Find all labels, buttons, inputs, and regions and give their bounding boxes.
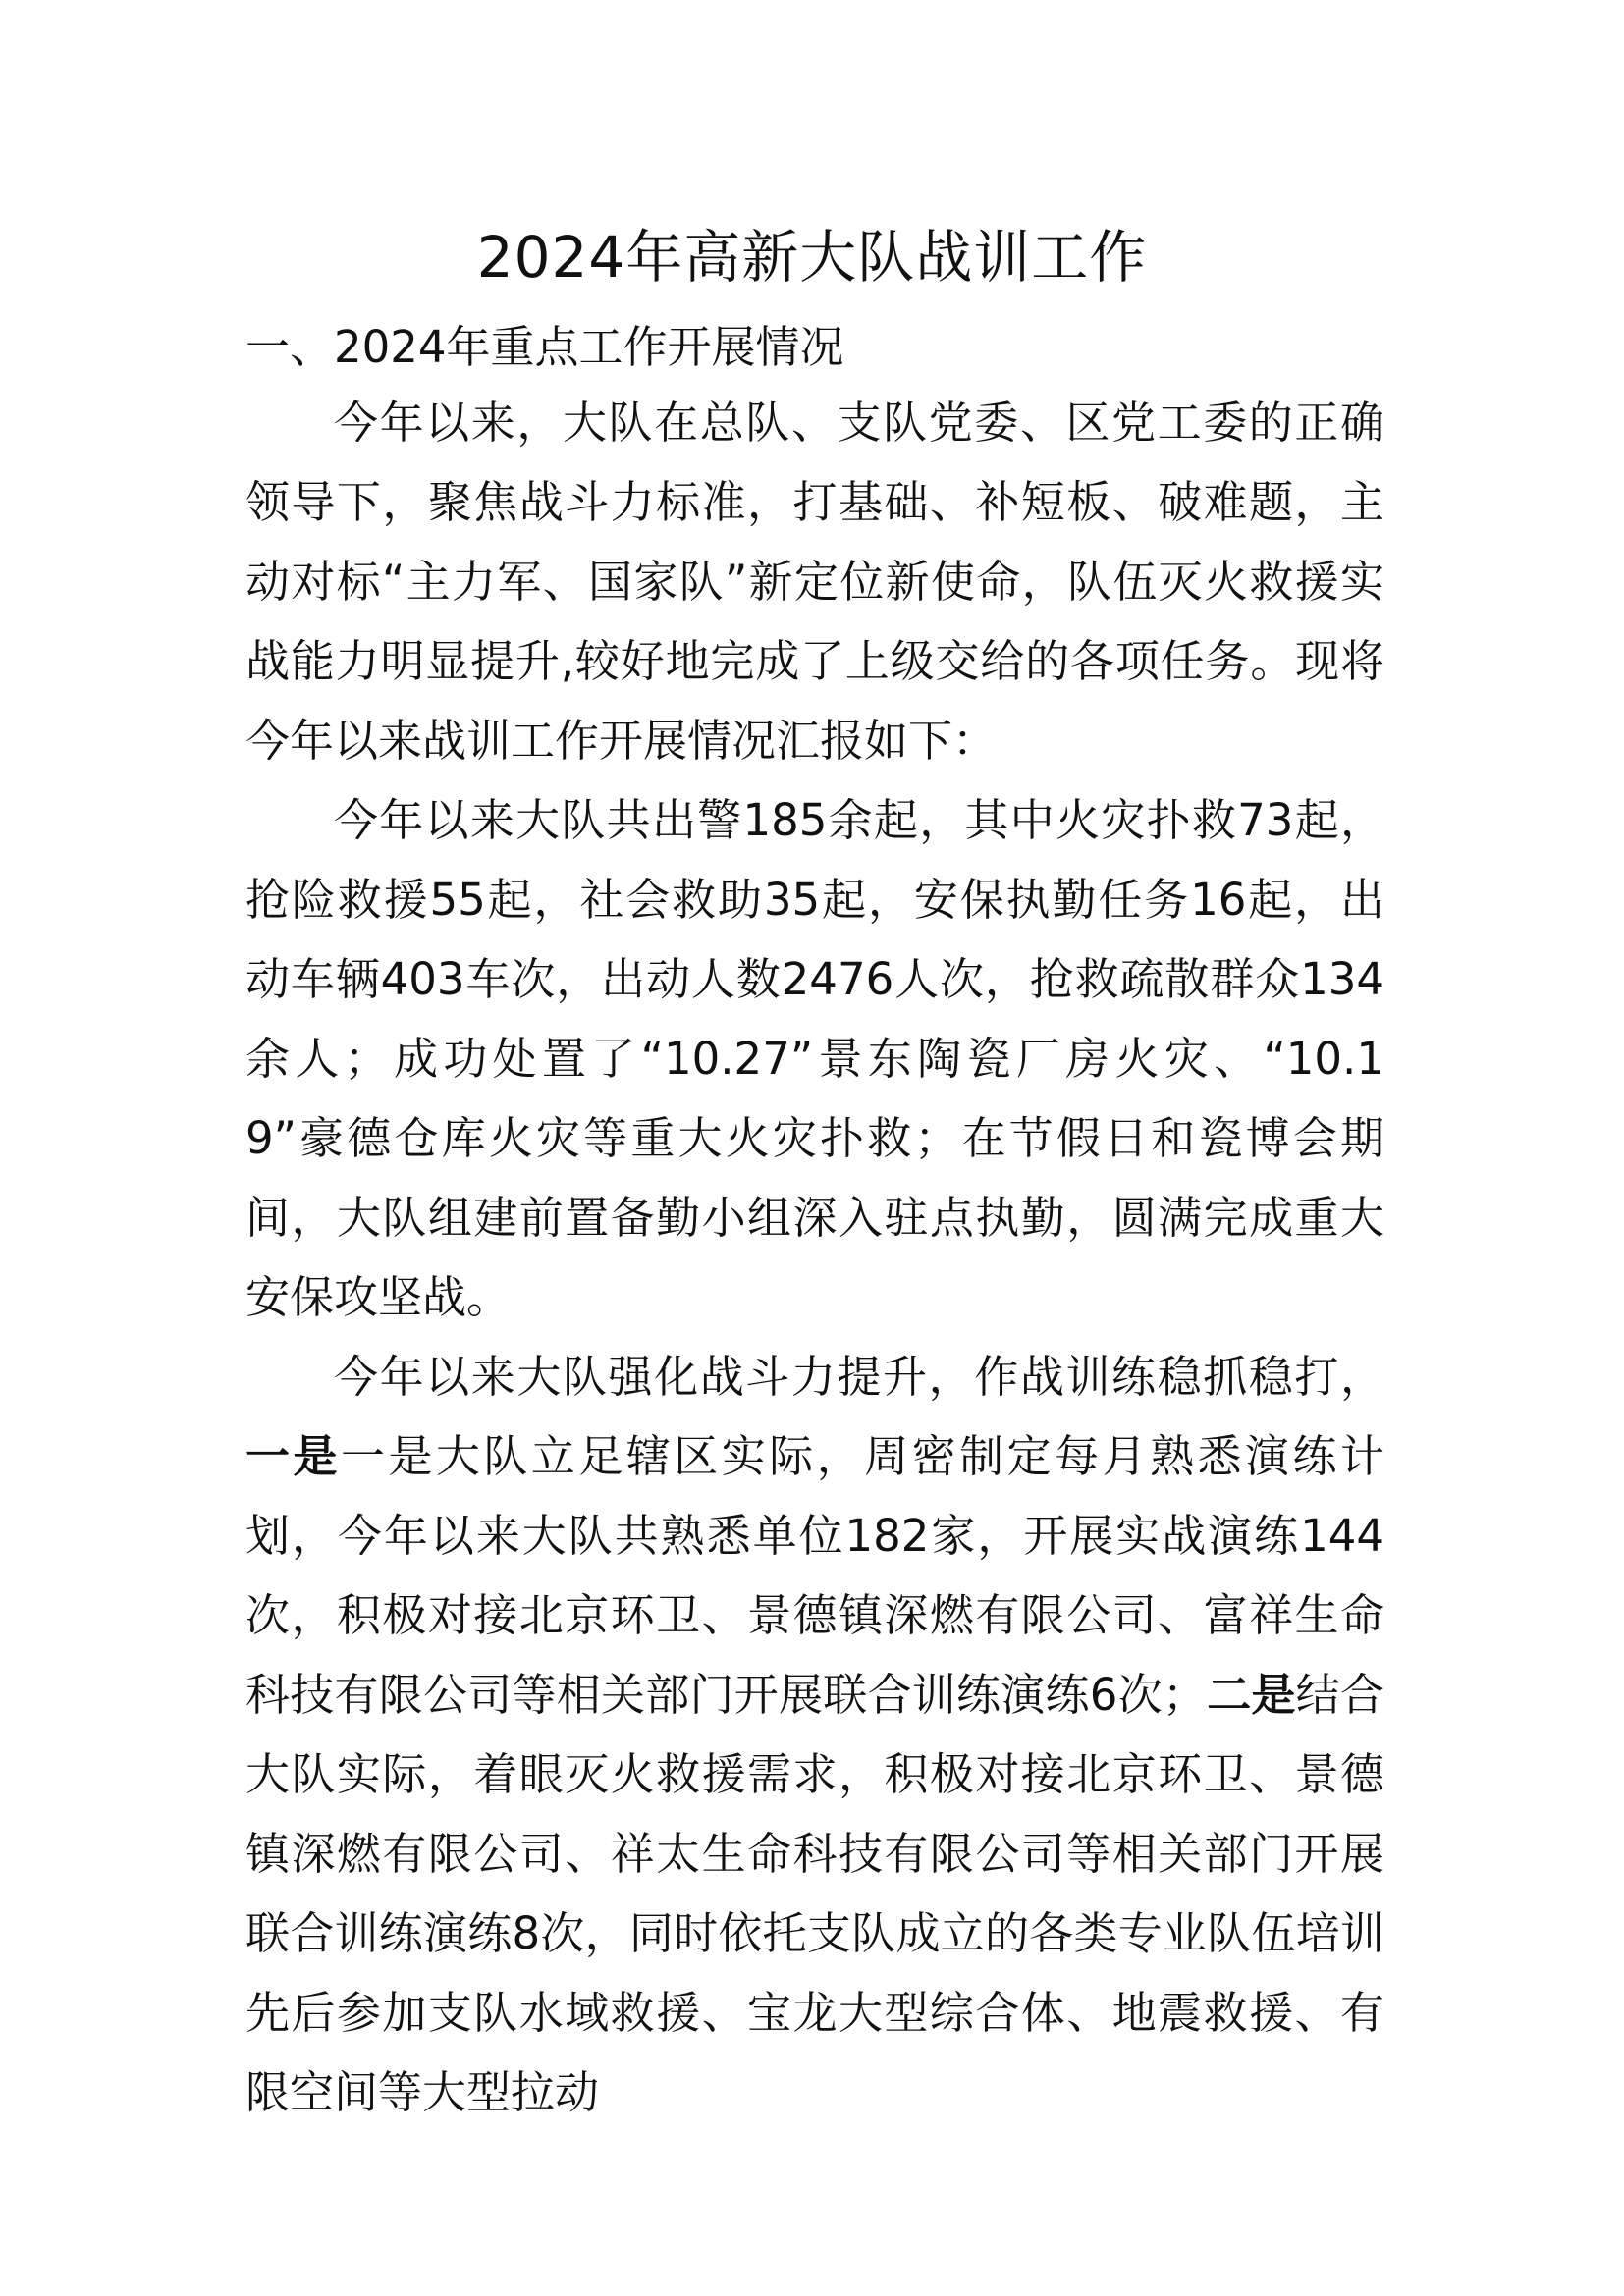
paragraph-training-intro: 今年以来大队强化战斗力提升，作战训练稳抓稳打， (334, 1351, 1384, 1403)
paragraph-training-part-one: 一是大队立足辖区实际，周密制定每月熟悉演练计划，今年以来大队共熟悉单位182家，开展实战演练144次，积极对接北京环卫、景德镇深燃有限公司、富祥生命科技有限公司等相关部门开展联合训练演练6次； (245, 1430, 1384, 1721)
paragraph-intro: 今年以来，大队在总队、支队党委、区党工委的正确领导下，聚焦战斗力标准，打基础、补短板、破难题，主动对标“主力军、国家队”新定位新使命，队伍灭火救援实战能力明显提升,较好地完成了上级交给的各项任务。现将今年以来战训工作开展情况汇报如下： (245, 397, 1384, 767)
document-title: 2024年高新大队战训工作 (476, 224, 1148, 291)
bold-marker-second: 二是 (1206, 1669, 1296, 1721)
paragraph-training-part-two: 结合大队实际，着眼灭火救援需求，积极对接北京环卫、景德镇深燃有限公司、祥太生命科技有限公司等相关部门开展联合训练演练8次，同时依托支队成立的各类专业队伍培训先后参加支队水域救援、宝龙大型综合体、地震救援、有限空间等大型拉动 (245, 1669, 1384, 2118)
paragraph-training (245, 1337, 1384, 2132)
paragraph-statistics: 今年以来大队共出警185余起，其中火灾扑救73起，抢险救援55起，社会救助35起，安保执勤任务16起，出动车辆403车次，出动人数2476人次，抢救疏散群众134 余人；成功处置了“10.27”景东陶瓷厂房火灾、“10.19”豪德仓库火灾等重大火灾扑救；在节假日和瓷博会期间，大队组建前置备勤小组深入驻点执勤，圆满完成重大安保攻坚战。 (245, 794, 1384, 1323)
bold-marker-first: 一是 (245, 1430, 341, 1482)
section-heading: 一、2024年重点工作开展情况 (245, 321, 844, 373)
document-body (245, 312, 1384, 2132)
